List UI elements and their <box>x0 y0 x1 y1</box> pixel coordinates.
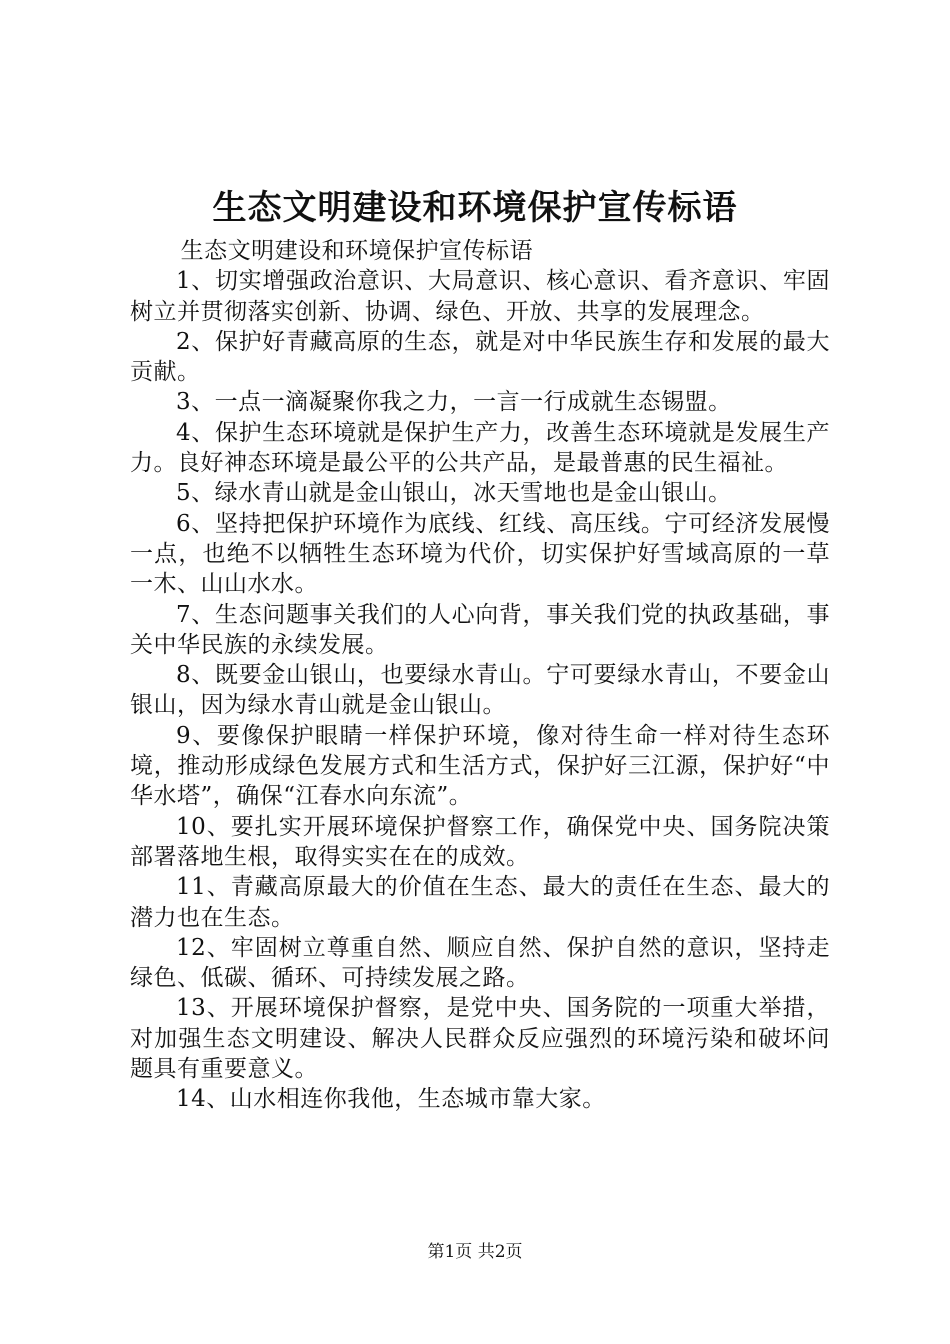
document-subtitle: 生态文明建设和环境保护宣传标语 <box>180 238 534 264</box>
slogan-paragraph: 14、山水相连你我他，生态城市靠大家。 <box>176 1086 606 1113</box>
slogan-paragraph: 8、既要金山银山，也要绿水青山。宁可要绿水青山，不要金山银山，因为绿水青山就是金山银山。 <box>130 662 830 719</box>
slogan-paragraph: 7、生态问题事关我们的人心向背，事关我们党的执政基础，事关中华民族的永续发展。 <box>130 601 830 658</box>
slogan-paragraph: 5、绿水青山就是金山银山，冰天雪地也是金山银山。 <box>176 480 732 507</box>
slogan-paragraph: 12、牢固树立尊重自然、顺应自然、保护自然的意识，坚持走绿色、低碳、循环、可持续发展之路。 <box>130 934 830 992</box>
slogan-paragraph: 10、要扎实开展环境保护督察工作，确保党中央、国务院决策部署落地生根，取得实实在在的成效。 <box>130 813 830 870</box>
page-number-footer: 第1页 共2页 <box>427 1242 523 1262</box>
slogan-paragraph: 3、一点一滴凝聚你我之力，一言一行成就生态锡盟。 <box>176 389 732 416</box>
document-title: 生态文明建设和环境保护宣传标语 <box>212 188 738 228</box>
slogan-paragraph: 1、切实增强政治意识、大局意识、核心意识、看齐意识、牢固树立并贯彻落实创新、协调、绿色、开放、共享的发展理念。 <box>130 268 830 325</box>
slogan-paragraph: 9、要像保护眼睛一样保护环境，像对待生命一样对待生态环境，推动形成绿色发展方式和生活方式，保护好三江源，保护好“中华水塔”，确保“江春水向东流”。 <box>130 722 830 810</box>
slogan-paragraph: 4、保护生态环境就是保护生产力，改善生态环境就是发展生产力。良好神态环境是最公平的公共产品，是最普惠的民生福祉。 <box>130 419 830 477</box>
slogan-paragraph: 6、坚持把保护环境作为底线、红线、高压线。宁可经济发展慢一点，也绝不以牺牲生态环境为代价，切实保护好雪域高原的一草一木、山山水水。 <box>130 510 830 598</box>
document-body <box>130 236 830 1115</box>
slogan-paragraph: 13、开展环境保护督察，是党中央、国务院的一项重大举措，对加强生态文明建设、解决人民群众反应强烈的环境污染和破坏问题具有重要意义。 <box>130 995 830 1083</box>
slogan-paragraph: 2、保护好青藏高原的生态，就是对中华民族生存和发展的最大贡献。 <box>130 328 830 386</box>
slogan-paragraph: 11、青藏高原最大的价值在生态、最大的责任在生态、最大的潜力也在生态。 <box>130 874 830 931</box>
